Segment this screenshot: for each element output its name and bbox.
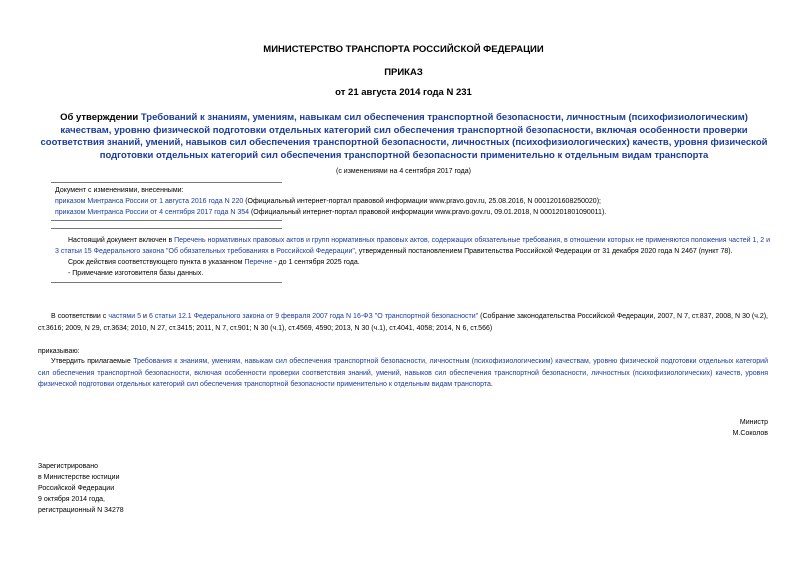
amendments-heading: Документ с изменениями, внесенными: (55, 187, 184, 194)
note-list-link[interactable]: Перечень нормативных правовых актов и групп нормативных правовых актов, содержащих обязательные требования, в отношении которых не применяются положения частей 1, 2 и 3 статьи 15 Федерального закона "Об обязательных требованиях в Российской Федерации" (55, 237, 770, 255)
note-text: , утвержденный постановлением Правительства Российской Федерации от 31 декабря 2020 года N 2467 (пункт 78). (354, 248, 733, 255)
note-term-paragraph (55, 257, 770, 268)
registration-line: Российской Федерации (38, 485, 115, 492)
amendment-item (55, 207, 755, 218)
date-number-heading: от 21 августа 2014 года N 231 (335, 87, 472, 98)
preamble-text: (Собрание законодательства Российской Федерации, 2007, N 7, ст.837, 2008, N 30 (ч.2), ст.3616; 2009, N 29, ст.3634; 2010, N 27, ст.3415; 2011, N 7, ст.901; N 30 (ч.1), ст.4569, 4590; 2013, N 30 (ч.1), ст.4041, 4058; 2014, N 6, ст.566) (38, 313, 768, 332)
divider-middle-2 (51, 228, 282, 229)
law-article-link[interactable]: 6 статьи 12.1 Федерального закона от 9 февраля 2007 года N 16-ФЗ "О транспортной безопасности" (149, 313, 479, 320)
title-prefix: Об утверждении (60, 112, 141, 123)
note-perechen-link[interactable]: Перечне (244, 259, 273, 266)
registration-line: Зарегистрировано (38, 463, 98, 470)
document-title (38, 112, 770, 162)
divider-middle-1 (51, 220, 282, 221)
signature-block (733, 417, 768, 439)
amendments-block (55, 185, 755, 218)
signature-position: Министр (739, 419, 768, 426)
divider-bottom (51, 282, 282, 283)
note-text: Срок действия соответствующего пункта в указанном (68, 259, 245, 266)
order-word: приказываю: (38, 348, 80, 355)
title-requirements-link[interactable]: Требований к знаниям, умениям, навыкам сил обеспечения транспортной безопасности, личностным (психофизиологическим) качествам, уровню физической подготовки отдельных категорий сил обеспечения транспортной безопасности, включая особенности проверки соответствия знаний, умений, навыков сил обеспечения транспортной безопасности, личностных (психофизиологических) качеств, уровня физической подготовки отдельных категорий сил обеспечения транспортной безопасности применительно к отдельным видам транспорта (40, 112, 768, 161)
divider-top (51, 182, 282, 183)
amendment-source: (Официальный интернет-портал правовой информации www.pravo.gov.ru, 09.01.2018, N 0001201801090011). (249, 209, 607, 216)
note-producer-remark: - Примечание изготовителя базы данных. (68, 270, 204, 277)
note-paragraph (55, 235, 770, 257)
amendment-link-354[interactable]: приказом Минтранса России от 4 сентября 2017 года N 354 (55, 209, 250, 216)
amendment-link-220[interactable]: приказом Минтранса России от 1 августа 2016 года N 220 (55, 198, 244, 205)
approve-requirements-link[interactable]: Требования к знаниям, умениям, навыкам сил обеспечения транспортной безопасности, личностным (психофизиологическим) качествам, уровню физической подготовки отдельных категорий сил обеспечения транспортной безопасности, включая особенности проверки соответствия знаний, умений, навыков сил обеспечения транспортной безопасности, личностных (психофизиологических) качеств, уровня физической подготовки отдельных категорий сил обеспечения транспортной безопасности применительно к отдельным видам транспорта (38, 358, 768, 388)
amendment-source: (Официальный интернет-портал правовой информации www.pravo.gov.ru, 25.08.2016, N 0001201608250020); (243, 198, 601, 205)
approve-paragraph (38, 356, 768, 391)
law-part5-link[interactable]: частями 5 (108, 313, 142, 320)
doc-type-heading: ПРИКАЗ (384, 67, 423, 78)
registration-line: регистрационный N 34278 (38, 507, 124, 514)
note-text: - до 1 сентября 2025 года. (272, 259, 360, 266)
registration-block (38, 461, 124, 516)
approve-text: . (490, 381, 493, 388)
amendment-item (55, 196, 755, 207)
note-text: Настоящий документ включен в (68, 237, 175, 244)
preamble-paragraph (38, 311, 768, 334)
registration-line: в Министерстве юстиции (38, 474, 120, 481)
changes-note: (с изменениями на 4 сентября 2017 года) (336, 168, 471, 175)
signature-name: М.Соколов (732, 430, 768, 437)
preamble-text: В соответствии с (51, 313, 109, 320)
note-block (55, 235, 770, 279)
ministry-heading: МИНИСТЕРСТВО ТРАНСПОРТА РОССИЙСКОЙ ФЕДЕРАЦИИ (263, 44, 544, 55)
registration-line: 9 октября 2014 года, (38, 496, 106, 503)
preamble-text: и (141, 313, 149, 320)
approve-text: Утвердить прилагаемые (51, 358, 134, 365)
